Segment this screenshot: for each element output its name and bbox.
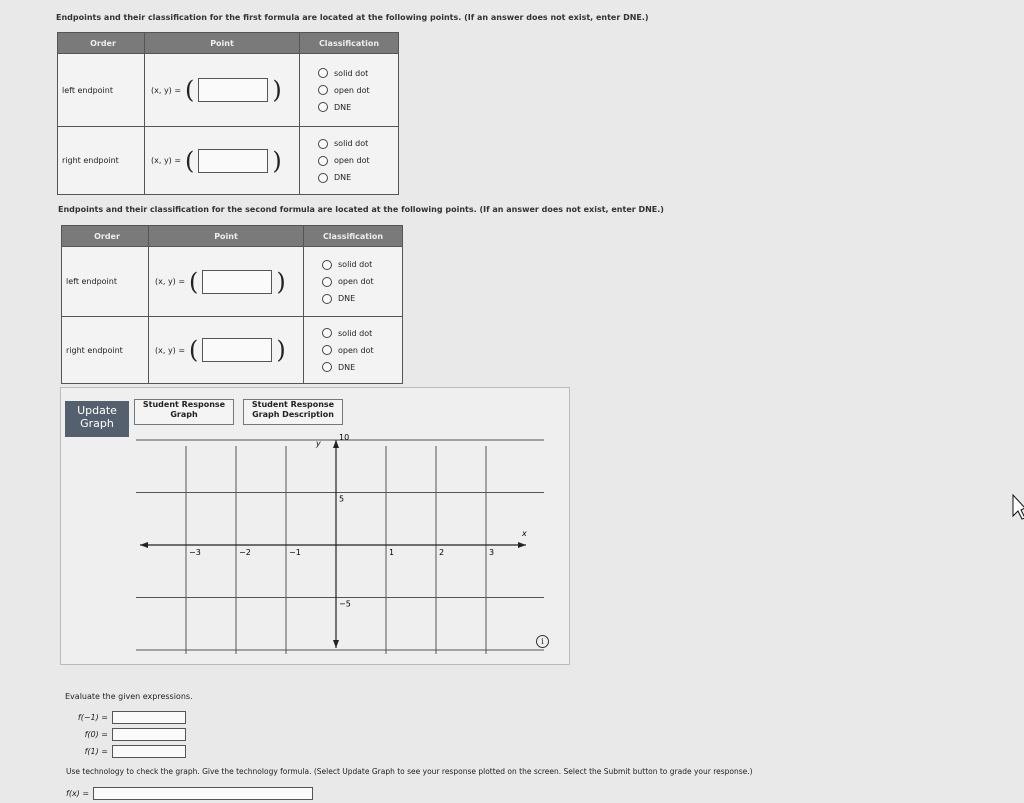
x-tick-label: −2 (239, 548, 251, 557)
radio-circle-icon[interactable] (322, 260, 332, 270)
radio-circle-icon[interactable] (318, 139, 328, 149)
f-neg1-input[interactable] (112, 711, 186, 724)
info-icon[interactable]: i (536, 635, 549, 648)
coordinate-graph[interactable] (130, 432, 550, 664)
table-row (62, 247, 403, 317)
list-item (62, 726, 186, 743)
order-label: right endpoint (58, 127, 145, 195)
x-axis-label: x (522, 529, 527, 538)
radio-solid-dot[interactable]: solid dot (300, 135, 398, 152)
radio-open-dot[interactable]: open dot (300, 152, 398, 169)
y-axis-label: y (316, 439, 321, 448)
order-label: right endpoint (62, 317, 149, 384)
point-input[interactable] (202, 270, 272, 294)
x-tick-label: 2 (439, 548, 445, 557)
radio-open-dot[interactable]: open dot (300, 82, 398, 99)
y-axis-arrow-down-icon (333, 640, 339, 648)
point-input[interactable] (198, 149, 268, 173)
close-paren: ) (276, 267, 286, 296)
radio-circle-icon[interactable] (318, 156, 328, 166)
expression-label: f(1) = (84, 747, 108, 756)
radio-circle-icon[interactable] (318, 85, 328, 95)
header-classification: Classification (300, 33, 399, 54)
endpoints-table-1 (57, 32, 399, 195)
radio-circle-icon[interactable] (322, 345, 332, 355)
xy-label: (x, y) = (155, 345, 186, 355)
xy-label: (x, y) = (151, 156, 182, 165)
xy-label: (x, y) = (155, 277, 186, 286)
f-1-input[interactable] (112, 745, 186, 758)
radio-circle-icon[interactable] (318, 68, 328, 78)
x-tick-label: 3 (489, 548, 495, 557)
close-paren: ) (276, 336, 286, 364)
evaluate-prompt: Evaluate the given expressions. (65, 692, 193, 701)
radio-circle-icon[interactable] (322, 328, 332, 338)
close-paren: ) (272, 76, 282, 104)
radio-dne[interactable]: DNE (300, 169, 398, 186)
order-label: left endpoint (58, 54, 145, 127)
table-row (58, 127, 399, 195)
section2-intro: Endpoints and their classification for the second formula are located at the following points. (If an answer does not exist, enter DNE.) (58, 205, 664, 214)
technology-prompt: Use technology to check the graph. Give the technology formula. (Select Update Graph to see your response plotted on the screen. Select the Submit button to grade your response.) (66, 767, 753, 776)
expression-label: f(0) = (84, 730, 108, 739)
x-axis-arrow-left-icon (140, 542, 148, 548)
radio-circle-icon[interactable] (318, 102, 328, 112)
y-tick-label: 5 (339, 494, 345, 504)
formula-input[interactable] (93, 787, 313, 800)
x-tick-label: −1 (289, 548, 301, 557)
radio-circle-icon[interactable] (322, 362, 332, 372)
x-axis-arrow-right-icon (518, 542, 526, 548)
x-tick-label: 1 (389, 548, 395, 557)
order-label: left endpoint (62, 247, 149, 317)
radio-solid-dot[interactable]: solid dot (304, 325, 402, 342)
radio-dne[interactable]: DNE (300, 99, 398, 116)
open-paren: ( (189, 336, 199, 364)
point-input[interactable] (202, 338, 272, 362)
y-tick-label: 10 (339, 433, 350, 442)
radio-open-dot[interactable]: open dot (304, 273, 402, 290)
point-input[interactable] (198, 78, 268, 102)
radio-dne[interactable]: DNE (304, 290, 402, 307)
f-0-input[interactable] (112, 728, 186, 741)
formula-label: f(x) = (66, 789, 90, 798)
endpoints-table-2 (61, 225, 403, 384)
x-tick-label: −3 (189, 548, 201, 557)
header-classification: Classification (304, 226, 403, 247)
evaluate-list (62, 709, 186, 760)
open-paren: ( (189, 267, 199, 296)
header-point: Point (149, 226, 304, 247)
tab-student-response-graph-description[interactable]: Student Response Graph Description (243, 399, 343, 425)
update-graph-button[interactable]: Update Graph (65, 401, 129, 437)
radio-dne[interactable]: DNE (304, 359, 402, 376)
radio-circle-icon[interactable] (322, 277, 332, 287)
section1-intro: Endpoints and their classification for the first formula are located at the following points. (If an answer does not exist, enter DNE.) (56, 13, 649, 22)
list-item (62, 743, 186, 760)
radio-circle-icon[interactable] (318, 173, 328, 183)
header-order: Order (62, 226, 149, 247)
header-point: Point (145, 33, 300, 54)
header-order: Order (58, 33, 145, 54)
open-paren: ( (185, 146, 195, 175)
tab-student-response-graph[interactable]: Student Response Graph (134, 399, 234, 425)
formula-row (66, 787, 313, 800)
radio-open-dot[interactable]: open dot (304, 342, 402, 359)
xy-label: (x, y) = (151, 85, 182, 95)
y-tick-label: −5 (339, 599, 351, 609)
expression-label: f(−1) = (77, 713, 108, 722)
mouse-cursor-icon (1012, 494, 1024, 520)
table-row (58, 54, 399, 127)
radio-solid-dot[interactable]: solid dot (300, 65, 398, 82)
open-paren: ( (185, 76, 195, 104)
close-paren: ) (272, 146, 282, 175)
table-row (62, 317, 403, 384)
radio-circle-icon[interactable] (322, 294, 332, 304)
radio-solid-dot[interactable]: solid dot (304, 256, 402, 273)
list-item (62, 709, 186, 726)
